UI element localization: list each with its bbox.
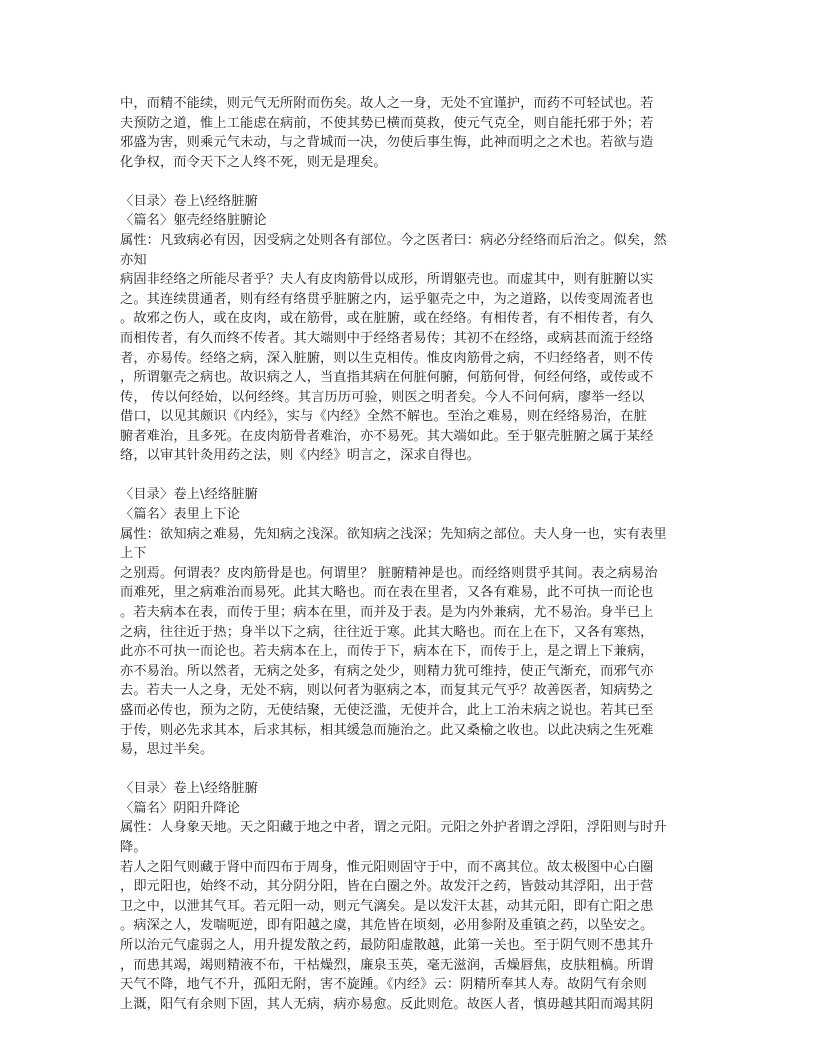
text-line: 。故邪之伤人，或在皮肉，或在筋骨，或在脏腑，或在经络。有相传者，有不相传者，有久 [120, 311, 654, 327]
text-line: 属性：人身象天地。天之阳藏于地之中者，谓之元阳。元阳之外护者谓之浮阳，浮阳则与时升 [120, 820, 667, 836]
section-gap [120, 760, 696, 779]
text-line: 邪盛为害，则乘元气未动，与之背城而一决，勿使后事生悔，此神而明之之术也。若欲与造 [120, 135, 654, 151]
text-line: 于传，则必先求其本，后求其标，相其缓急而施治之。此又桑榆之收也。以此决病之生死难 [120, 722, 654, 738]
section-gap [120, 172, 696, 191]
text-line: 〈篇名〉躯壳经络脏腑论 [120, 213, 267, 229]
text-line: 之病，往往近于热；身半以下之病，往往近于寒。此其大略也。而在上在下，又各有寒热， [120, 624, 654, 640]
text-line: 〈目录〉卷上\经络脏腑 [120, 781, 258, 797]
text-line: 者，亦易传。经络之病，深入脏腑，则以生克相传。惟皮肉筋骨之病，不归经络者，则不传 [120, 350, 654, 366]
text-line: 降。 [120, 839, 147, 855]
text-section [120, 94, 696, 172]
text-line: 。若夫病本在表，而传于里；病本在里，而并及于表。是为内外兼病，尤不易治。身半已上 [120, 605, 654, 621]
text-line: 腑者难治，且多死。在皮肉筋骨者难治，亦不易死。其大端如此。至于躯壳脏腑之属于某经 [120, 428, 654, 444]
text-section [120, 779, 696, 1014]
text-line: 病固非经络之所能尽者乎？夫人有皮肉筋骨以成形，所谓躯壳也。而虚其中，则有脏腑以实 [120, 272, 654, 288]
text-line: 之。其连续贯通者，则有经有络贯乎脏腑之内，运乎躯壳之中，为之道路，以传变周流者也 [120, 291, 654, 307]
text-line: 若人之阳气则藏于肾中而四布于周身，惟元阳则固守于中，而不离其位。故太极图中心白圈 [120, 859, 654, 875]
text-line: 卫之中，以泄其气耳。若元阳一动，则元气漓矣。是以发汗太甚，动其元阳，即有亡阳之患 [120, 898, 654, 914]
text-line: 易，思过半矣。 [120, 742, 214, 758]
document-page [120, 94, 696, 1014]
text-line: ，即元阳也，始终不动，其分阴分阳，皆在白圈之外。故发汗之药，皆鼓动其浮阳，出于营 [120, 879, 654, 895]
text-line: 盛而必传也，预为之防，无使结聚，无使泛滥，无使并合，此上工治未病之说也。若其已至 [120, 703, 654, 718]
text-line: 〈目录〉卷上\经络脏腑 [120, 487, 258, 503]
text-line: 所以治元气虚弱之人，用升提发散之药，最防阳虚散越，此第一关也。至于阴气则不患其升 [120, 937, 654, 953]
text-section [120, 192, 696, 466]
text-line: 此亦不可执一而论也。若夫病本在上，而传于下，病本在下，而传于上，是之谓上下兼病， [120, 644, 654, 660]
text-line: 〈目录〉卷上\经络脏腑 [120, 193, 258, 209]
text-line: 属性：凡致病必有因，因受病之处则各有部位。今之医者曰：病必分经络而后治之。似矣，然 [120, 232, 667, 248]
text-line: 天气不降，地气不升，孤阳无附，害不旋踵。《内经》云：阴精所奉其人寿。故阴气有余则 [120, 977, 647, 993]
text-line: 属性：欲知病之难易，先知病之浅深。欲知病之浅深；先知病之部位。夫人身一也，实有表里 [120, 526, 667, 542]
text-line: ，而患其竭，竭则精液不布，干枯燥烈，廉泉玉英，毫无滋润，舌燥唇焦，皮肤粗槁。所谓 [120, 957, 654, 973]
text-line: 上下 [120, 546, 147, 562]
text-line: 亦不易治。所以然者，无病之处多，有病之处少，则精力犹可维持，使正气渐充，而邪气亦 [120, 663, 654, 679]
text-line: 中，而精不能续，则元气无所附而伤矣。故人之一身，无处不宜谨护，而药不可轻试也。若 [120, 96, 654, 111]
text-line: 夫预防之道，惟上工能虑在病前，不使其势已横而莫救，使元气克全，则自能托邪于外；若 [120, 115, 654, 131]
text-section [120, 485, 696, 759]
text-line: 〈篇名〉阴阳升降论 [120, 800, 241, 816]
text-line: 去。若夫一人之身，无处不病，则以何者为驱病之本，而复其元气乎？故善医者，知病势之 [120, 683, 654, 699]
text-line: 化争权，而令天下之人终不死，则无是理矣。 [120, 154, 387, 170]
text-line: 而相传者，有久而终不传者。其大端则中于经络者易传；其初不在经络，或病甚而流于经络 [120, 330, 654, 346]
text-line: 。病深之人，发喘呃逆，即有阳越之虞，其危皆在顷刻，必用参附及重镇之药，以坠安之。 [120, 918, 654, 934]
text-line: 借口，以见其颇识《内经》，实与《内经》全然不解也。至治之难易，则在经络易治，在脏 [120, 409, 647, 425]
text-line: 〈篇名〉表里上下论 [120, 507, 241, 523]
text-line: ，所谓躯壳之病也。故识病之人，当直指其病在何脏何腑，何筋何骨，何经何络，或传或不 [120, 370, 654, 386]
text-line: 传， 传以何经始，以何经终。其言历历可验，则医之明者矣。今人不问何病，廖举一经以 [120, 389, 645, 405]
text-line: 络，以审其针灸用药之法，则《内经》明言之，深求自得也。 [120, 448, 481, 464]
text-line: 上溉，阳气有余则下固，其人无病，病亦易愈。反此则危。故医人者，慎毋越其阳而竭其阴 [120, 996, 654, 1012]
text-line: 而难死，里之病难治而易死。此其大略也。而在表在里者，又各有难易，此不可执一而论也 [120, 585, 654, 601]
text-line: 之别焉。何谓表？皮肉筋骨是也。何谓里？ 脏腑精神是也。而经络则贯乎其间。表之病易治 [120, 565, 658, 581]
section-gap [120, 466, 696, 485]
text-line: 亦知 [120, 252, 147, 268]
